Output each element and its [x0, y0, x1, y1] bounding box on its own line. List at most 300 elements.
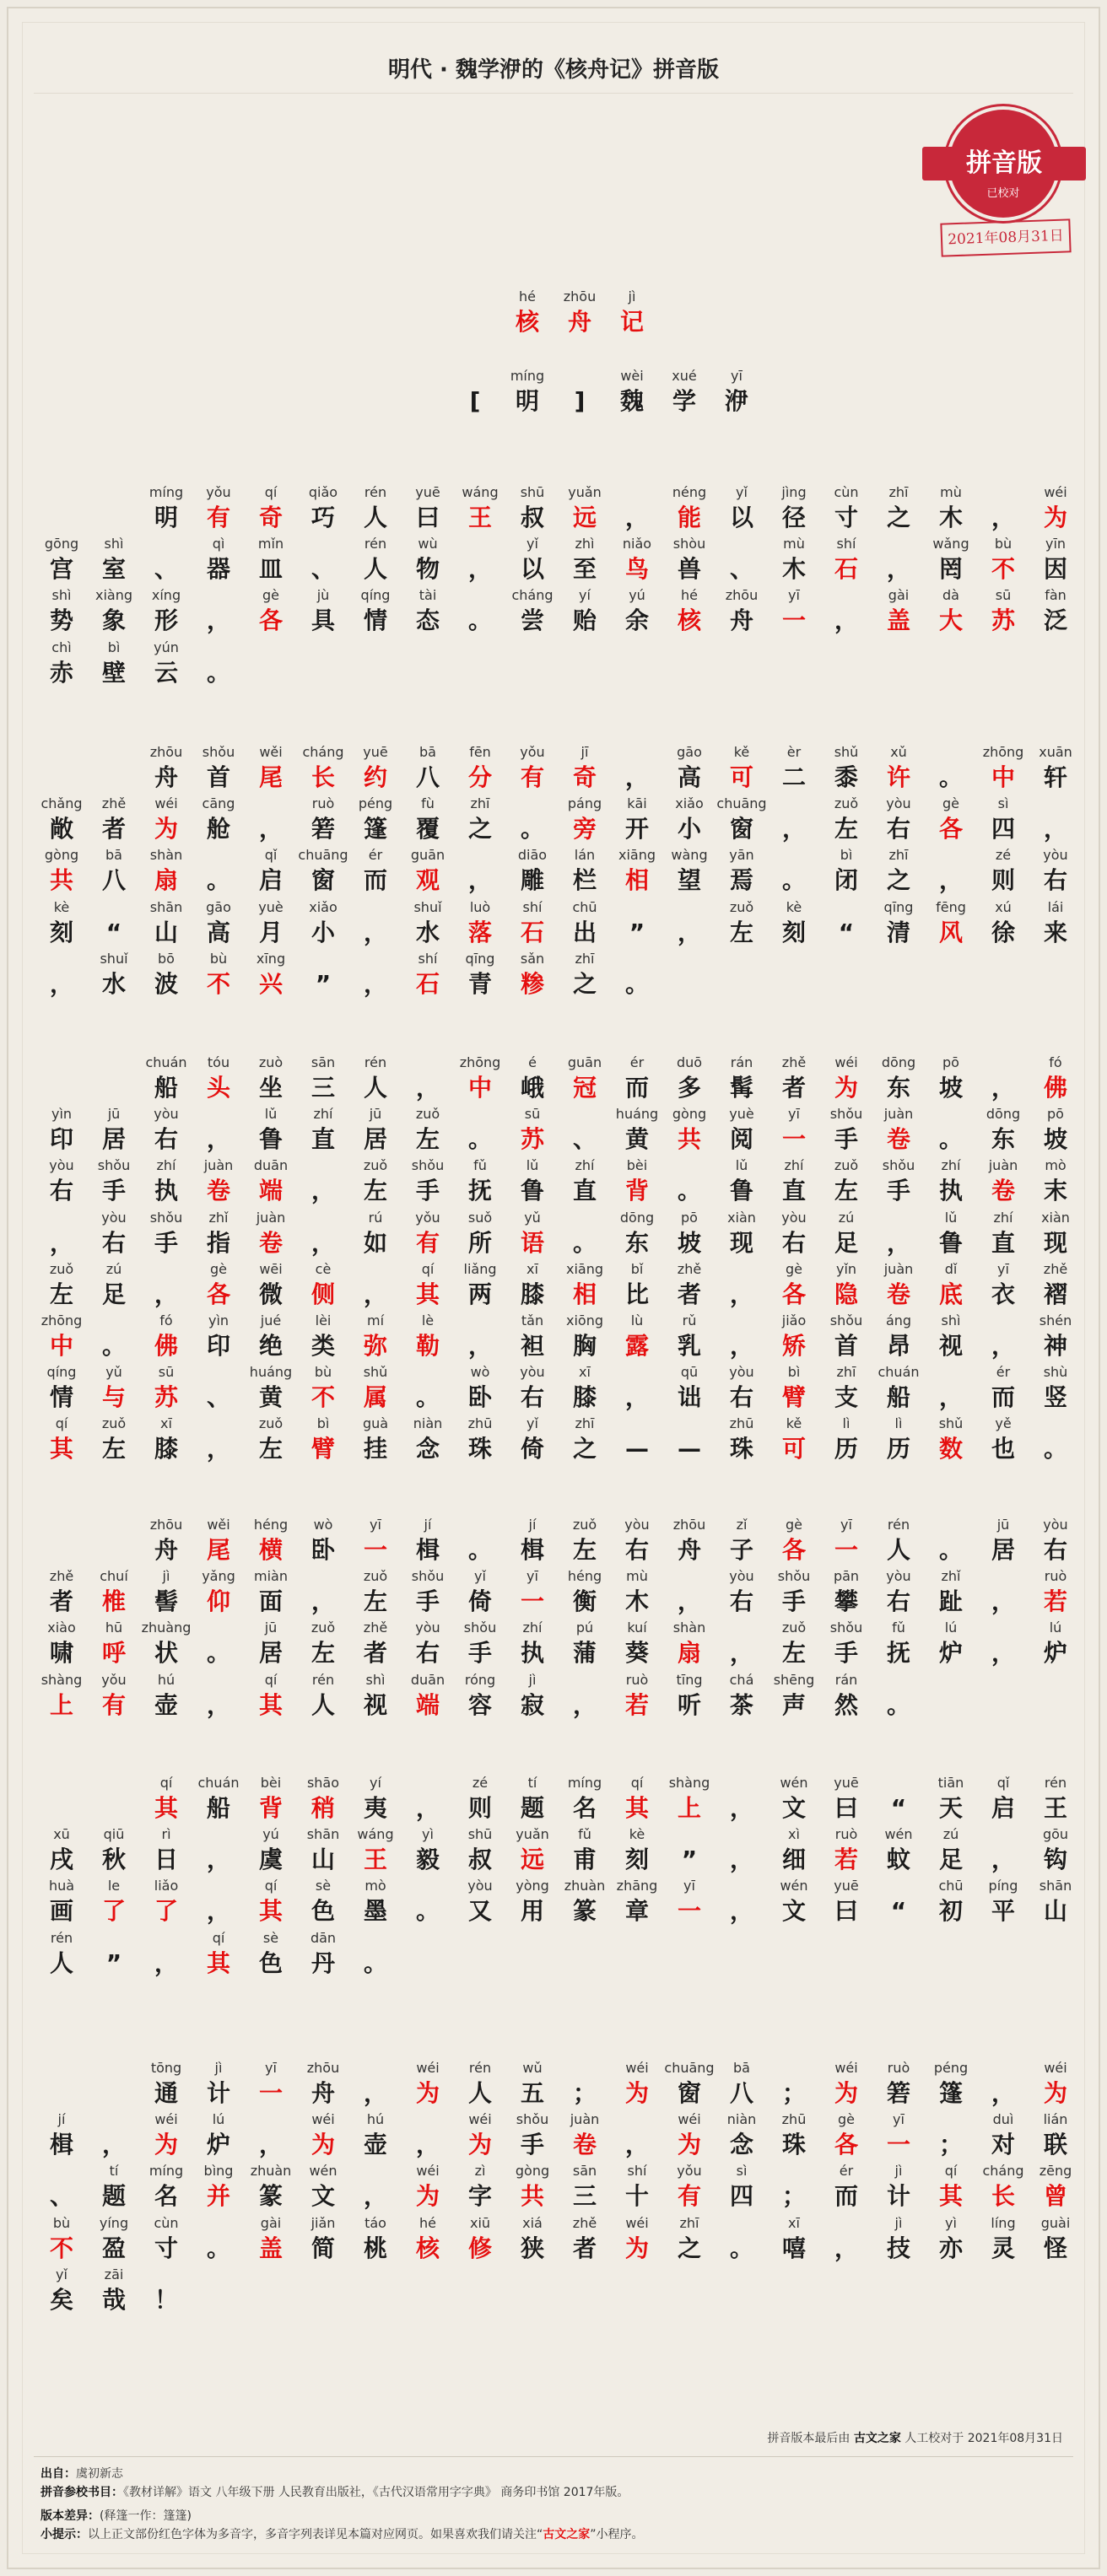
pinyin: ruò	[311, 795, 335, 812]
pinyin: shí	[627, 2163, 647, 2180]
character: 历	[834, 1435, 858, 1463]
pinyin	[454, 534, 506, 554]
char-unit	[977, 1156, 1029, 1206]
character: 波	[154, 969, 178, 998]
char-unit	[297, 2213, 349, 2264]
char-unit	[192, 1876, 245, 1927]
char-unit	[872, 2213, 925, 2264]
pinyin: zhāng	[616, 1878, 658, 1894]
char-unit	[35, 534, 88, 585]
pinyin	[402, 1876, 454, 1896]
char-unit	[140, 845, 192, 896]
pinyin: shǒu	[516, 2111, 549, 2128]
character: 末	[1043, 1177, 1067, 1205]
pinyin: qí	[264, 484, 278, 500]
char-unit	[559, 534, 611, 585]
pinyin	[454, 845, 506, 865]
char-unit	[925, 1208, 977, 1258]
pinyin	[716, 534, 768, 554]
character: 则	[467, 1794, 492, 1822]
char-unit	[245, 2161, 297, 2212]
char-unit	[611, 1311, 663, 1361]
char-unit	[88, 1362, 140, 1413]
pinyin: zhōu	[725, 587, 759, 604]
polyphonic-character: 盖	[258, 2234, 283, 2262]
char-unit	[297, 1773, 349, 1824]
char-unit	[88, 638, 140, 688]
character: 水	[101, 969, 126, 998]
pinyin: yòu	[886, 1568, 911, 1585]
character: 膝	[572, 1383, 597, 1412]
polyphonic-character: 一	[520, 1587, 544, 1616]
character: 兽	[677, 555, 701, 584]
polyphonic-character: 核	[677, 606, 701, 635]
char-unit	[402, 1876, 454, 1927]
char-unit	[977, 2213, 1029, 2264]
pinyin: fǔ	[473, 1157, 487, 1174]
character: 左	[49, 1280, 73, 1308]
pinyin	[977, 1311, 1029, 1331]
character: 左	[101, 1435, 126, 1463]
char-unit	[716, 1362, 768, 1413]
character: 袒	[520, 1332, 544, 1360]
char-unit	[663, 1053, 716, 1103]
pinyin: shǔ	[834, 744, 859, 760]
character: 者	[49, 1587, 73, 1616]
char-unit	[611, 2058, 663, 2109]
pinyin: zhě	[363, 1619, 388, 1636]
pinyin: yǎng	[202, 1568, 235, 1585]
character: 昂	[886, 1332, 910, 1360]
character: 王	[1043, 1794, 1067, 1822]
character: 三	[572, 2182, 597, 2211]
character: ，	[206, 1125, 230, 1154]
pinyin: qīng	[465, 950, 495, 967]
char-unit	[768, 1362, 820, 1413]
polyphonic-character: 旁	[572, 815, 597, 843]
character: 以	[520, 555, 544, 584]
pinyin: gāo	[677, 744, 702, 760]
char-unit	[872, 1515, 925, 1566]
char-unit	[820, 2213, 872, 2264]
polyphonic-character: 为	[624, 2079, 649, 2107]
char-unit	[716, 1670, 768, 1721]
char-unit	[140, 897, 192, 948]
pinyin: rén	[364, 1054, 387, 1070]
pinyin: sè	[262, 1929, 279, 1946]
pinyin: bèi	[626, 1157, 648, 1174]
char-unit	[140, 1824, 192, 1875]
polyphonic-character: 臂	[781, 1383, 806, 1412]
pinyin: jū	[107, 1106, 121, 1123]
char-unit	[559, 1515, 611, 1566]
polyphonic-character: 为	[834, 2079, 858, 2107]
char-unit	[402, 845, 454, 896]
polyphonic-character: 一	[886, 2131, 910, 2159]
pinyin: fó	[159, 1312, 173, 1328]
char-unit	[140, 742, 192, 793]
pinyin: zhě	[781, 1054, 807, 1070]
pinyin: sū	[158, 1364, 175, 1381]
character: ，	[415, 2131, 440, 2159]
character: 。	[467, 1536, 492, 1564]
char-unit	[611, 1259, 663, 1310]
char-unit	[297, 1670, 349, 1721]
character: 乳	[677, 1332, 701, 1360]
char-unit	[1029, 1156, 1082, 1206]
char-unit	[35, 2265, 88, 2315]
char-unit	[1029, 897, 1082, 948]
character: 黄	[258, 1383, 283, 1412]
char-unit	[658, 366, 710, 417]
char-unit	[559, 794, 611, 844]
character: 初	[938, 1897, 963, 1926]
char-unit	[402, 2110, 454, 2160]
pinyin	[820, 897, 872, 918]
pinyin: shuǐ	[413, 898, 442, 915]
char-unit	[872, 2110, 925, 2160]
pinyin	[192, 1824, 245, 1845]
pinyin	[454, 1311, 506, 1331]
char-unit	[611, 1156, 663, 1206]
pinyin	[716, 1311, 768, 1331]
pinyin: juàn	[883, 1106, 914, 1123]
pinyin: rǔ	[682, 1312, 697, 1328]
character: ，	[729, 1639, 753, 1668]
char-unit	[192, 585, 245, 636]
char-unit	[88, 1824, 140, 1875]
pinyin: kě	[733, 744, 750, 760]
pinyin: tí	[527, 1775, 537, 1791]
char-unit	[245, 845, 297, 896]
tip-brand-link[interactable]: 古文之家	[543, 2528, 591, 2541]
polyphonic-character: 一	[834, 1536, 858, 1564]
pinyin: ér	[629, 1054, 645, 1070]
character: 章	[624, 1897, 649, 1926]
char-unit	[192, 482, 245, 533]
char-unit	[349, 585, 402, 636]
character: ，	[415, 1074, 440, 1102]
pinyin: yī	[840, 1517, 852, 1533]
char-unit	[1029, 1414, 1082, 1464]
polyphonic-character: 中	[991, 763, 1015, 791]
pinyin: le	[107, 1878, 121, 1894]
pinyin: shǒu	[97, 1157, 131, 1174]
char-unit	[245, 534, 297, 585]
source-line	[40, 2465, 123, 2482]
character: 微	[258, 1280, 283, 1308]
pinyin: zhí	[784, 1157, 804, 1174]
pinyin: chuāng	[298, 847, 348, 864]
pinyin: yǒu	[206, 484, 231, 500]
character: 然	[834, 1690, 858, 1719]
character: 之	[572, 969, 597, 998]
polyphonic-character: 横	[258, 1536, 283, 1564]
char-unit	[454, 1566, 506, 1617]
pinyin: mù	[940, 484, 962, 500]
pinyin: yī	[683, 1878, 695, 1894]
pinyin: shān	[149, 898, 183, 915]
title-divider	[34, 93, 1073, 94]
pinyin	[349, 1259, 402, 1280]
character: ，	[310, 1587, 335, 1616]
polyphonic-character: 为	[154, 815, 178, 843]
pinyin: xiá	[522, 2214, 543, 2231]
char-unit	[454, 949, 506, 1000]
pinyin: bì	[316, 1415, 330, 1432]
pinyin: yuǎn	[516, 1826, 549, 1843]
char-unit	[35, 1208, 88, 1258]
pinyin	[245, 794, 297, 814]
pinyin: xǔ	[890, 744, 907, 760]
pinyin: yòu	[1043, 1517, 1068, 1533]
polyphonic-character: 石	[520, 918, 544, 946]
char-unit	[245, 1618, 297, 1668]
char-unit	[768, 1566, 820, 1617]
char-unit	[192, 949, 245, 1000]
char-unit	[35, 1311, 88, 1361]
char-unit	[349, 949, 402, 1000]
character: ；	[572, 2079, 597, 2107]
pinyin: yǐ	[526, 1415, 538, 1432]
char-unit	[349, 742, 402, 793]
char-unit	[977, 2058, 1029, 2109]
char-unit	[1029, 1311, 1082, 1361]
pinyin: zuǒ	[258, 1415, 284, 1432]
character: 而	[363, 866, 387, 895]
char-unit	[35, 1670, 88, 1721]
char-unit	[606, 287, 658, 337]
polyphonic-character: 上	[49, 1690, 73, 1719]
character: 寸	[154, 2234, 178, 2262]
pinyin: chū	[938, 1878, 964, 1894]
character: 左	[572, 1536, 597, 1564]
char-unit	[297, 845, 349, 896]
polyphonic-character: 卷	[206, 1177, 230, 1205]
char-unit	[192, 1362, 245, 1413]
char-unit	[820, 2161, 872, 2212]
character: 余	[624, 606, 649, 635]
character: “	[890, 1897, 907, 1926]
character: 二	[781, 763, 806, 791]
character: 之	[467, 815, 492, 843]
pinyin: liǎng	[463, 1260, 497, 1277]
char-unit	[192, 1156, 245, 1206]
char-unit	[349, 1566, 402, 1617]
pinyin: shǒu	[829, 1619, 863, 1636]
character: ，	[729, 1280, 753, 1308]
pinyin: wén	[780, 1775, 808, 1791]
pinyin: zhí	[522, 1619, 543, 1636]
pinyin: wéi	[625, 2060, 649, 2076]
char-unit	[716, 2213, 768, 2264]
char-unit	[611, 1515, 663, 1566]
pinyin: bù	[52, 2214, 71, 2231]
char-unit	[716, 794, 768, 844]
char-unit	[245, 585, 297, 636]
pinyin: jì	[628, 288, 636, 304]
pinyin	[611, 1414, 663, 1434]
pinyin: yī	[788, 1106, 800, 1123]
character: “	[105, 918, 122, 946]
char-unit	[506, 1362, 559, 1413]
char-unit	[977, 2161, 1029, 2212]
pinyin: bā	[105, 847, 122, 864]
character: 绝	[258, 1332, 283, 1360]
character: [	[469, 387, 481, 415]
pinyin: wén	[780, 1878, 808, 1894]
pinyin	[402, 2110, 454, 2130]
polyphonic-character: 佛	[1043, 1074, 1067, 1102]
char-unit	[454, 2058, 506, 2109]
char-unit	[140, 1876, 192, 1927]
char-unit	[716, 742, 768, 793]
char-unit	[663, 534, 716, 585]
polyphonic-character: 弥	[363, 1332, 387, 1360]
char-unit	[454, 1208, 506, 1258]
pinyin: yǐ	[526, 536, 538, 552]
pinyin: kě	[786, 1415, 802, 1432]
character: 子	[729, 1536, 753, 1564]
pinyin: wò	[470, 1364, 490, 1381]
pinyin: rén	[887, 1517, 910, 1533]
character: 啸	[49, 1639, 73, 1668]
char-unit	[297, 1876, 349, 1927]
pinyin: zú	[942, 1826, 959, 1843]
char-unit	[925, 1362, 977, 1413]
pinyin: shí	[836, 536, 856, 552]
char-unit	[402, 1104, 454, 1155]
pinyin: cùn	[154, 2214, 179, 2231]
pinyin: yuè	[729, 1106, 754, 1123]
pinyin: zhōng	[982, 744, 1024, 760]
proofread-site[interactable]: 古文之家	[853, 2432, 901, 2445]
char-unit	[611, 1876, 663, 1927]
character: 而	[624, 1074, 649, 1102]
pinyin: zhě	[1043, 1260, 1068, 1277]
pinyin: chuí	[100, 1568, 128, 1585]
character: 启	[991, 1794, 1015, 1822]
pinyin: bù	[314, 1364, 332, 1381]
stamp-sub-text: 已校对	[986, 187, 1020, 200]
char-unit	[140, 482, 192, 533]
pinyin: qíng	[360, 587, 391, 604]
character: 小	[310, 918, 335, 946]
polyphonic-character: 风	[938, 918, 963, 946]
char-unit	[925, 845, 977, 896]
char-unit	[611, 1670, 663, 1721]
char-unit	[1029, 2110, 1082, 2160]
character: 珠	[467, 1435, 492, 1463]
pinyin: yòu	[415, 1619, 440, 1636]
char-unit	[663, 1876, 716, 1927]
char-unit	[297, 585, 349, 636]
character: ，	[991, 2079, 1015, 2107]
char-unit	[506, 2110, 559, 2160]
character: 色	[258, 1948, 283, 1977]
char-unit	[454, 1053, 506, 1103]
pinyin: zhī	[836, 1364, 856, 1381]
char-unit	[192, 845, 245, 896]
character: 直	[310, 1125, 335, 1154]
pinyin: xiōng	[566, 1312, 603, 1328]
char-unit	[402, 1053, 454, 1103]
char-unit	[872, 742, 925, 793]
char-unit	[35, 1566, 88, 1617]
char-unit	[1029, 2213, 1082, 2264]
pinyin	[192, 638, 245, 658]
pinyin: cháng	[982, 2163, 1024, 2180]
pinyin: sì	[997, 795, 1009, 812]
pinyin: rén	[1044, 1775, 1067, 1791]
char-unit	[297, 1928, 349, 1979]
polyphonic-character: 有	[677, 2182, 701, 2211]
char-unit	[402, 1156, 454, 1206]
char-unit	[1029, 534, 1082, 585]
char-unit	[192, 2058, 245, 2109]
pinyin: é	[528, 1054, 537, 1070]
char-unit	[716, 1876, 768, 1927]
character: 寸	[834, 504, 858, 531]
char-unit	[611, 482, 663, 533]
character: 竖	[1043, 1383, 1067, 1412]
pinyin: zuǒ	[363, 1157, 388, 1174]
pinyin: yǒu	[520, 744, 545, 760]
character: ，	[729, 1332, 753, 1360]
char-unit	[663, 2058, 716, 2109]
character: ，	[677, 1587, 701, 1616]
pinyin: kè	[53, 898, 70, 915]
character: 卧	[310, 1536, 335, 1564]
character: 右	[886, 815, 910, 843]
char-unit	[925, 2110, 977, 2160]
pinyin: zhí	[313, 1106, 333, 1123]
pinyin: juàn	[988, 1157, 1018, 1174]
pinyin: yān	[729, 847, 754, 864]
character: 倚	[467, 1587, 492, 1616]
polyphonic-character: 佛	[154, 1332, 178, 1360]
char-unit	[611, 949, 663, 1000]
char-unit	[977, 742, 1029, 793]
char-unit	[611, 1566, 663, 1617]
char-unit	[611, 794, 663, 844]
pinyin: shū	[520, 484, 545, 500]
pinyin: zuǒ	[572, 1517, 597, 1533]
char-unit	[88, 585, 140, 636]
character: 抚	[886, 1639, 910, 1668]
polyphonic-character: 苏	[520, 1125, 544, 1154]
pinyin: gè	[942, 795, 959, 812]
char-unit	[297, 482, 349, 533]
pinyin: róng	[464, 1671, 496, 1688]
character: 高	[206, 918, 230, 946]
character: ，	[310, 1177, 335, 1205]
character: 技	[886, 2234, 910, 2262]
char-unit	[88, 949, 140, 1000]
char-unit	[88, 1259, 140, 1310]
pinyin	[349, 897, 402, 918]
pinyin: xiàn	[1041, 1209, 1070, 1226]
polyphonic-character: 舟	[567, 308, 591, 336]
character: 鲁	[258, 1125, 283, 1154]
char-unit	[1029, 1104, 1082, 1155]
pinyin: juàn	[203, 1157, 234, 1174]
polyphonic-character: 露	[624, 1332, 649, 1360]
pinyin	[140, 2265, 192, 2285]
pinyin: zé	[472, 1775, 489, 1791]
pinyin: zhī	[575, 1415, 595, 1432]
char-unit	[35, 897, 88, 948]
